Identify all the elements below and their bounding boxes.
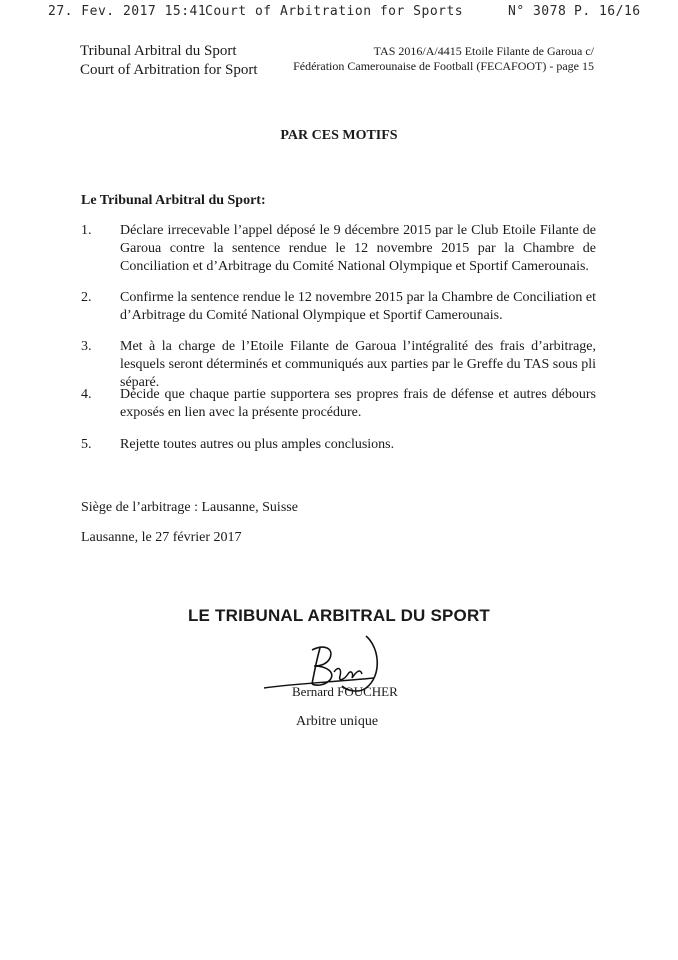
item-text: Décide que chaque partie supportera ses propres frais de défense et autres débours exposés en lien avec la présente procédure. (120, 387, 596, 420)
item-number: 1. (81, 223, 92, 238)
item-number: 4. (81, 387, 92, 402)
operative-item-3 (81, 338, 596, 392)
item-number: 3. (81, 339, 92, 354)
case-reference (293, 44, 594, 74)
section-title: PAR CES MOTIFS (280, 128, 398, 143)
tribunal-stamp: LE TRIBUNAL ARBITRAL DU SPORT (187, 606, 491, 625)
item-text: Met à la charge de l’Etoile Filante de Garoua l’intégralité des frais d’arbitrage, lesquels seront déterminés et communiqués aux parties par le Greffe du TAS sous pli séparé. (120, 339, 596, 390)
place-and-date: Lausanne, le 27 février 2017 (81, 530, 242, 545)
item-text: Rejette toutes autres ou plus amples conclusions. (120, 437, 395, 452)
fax-datetime: 27. Fev. 2017 15:41 (48, 4, 207, 19)
case-line-2: Fédération Camerounaise de Football (FECAFOOT) - page 15 (293, 59, 594, 73)
operative-item-5 (81, 436, 596, 454)
operative-item-2 (81, 289, 596, 325)
fax-sender: Court of Arbitration for Sports (205, 4, 464, 19)
fax-page: P. 16/16 (574, 4, 641, 19)
case-line-1: TAS 2016/A/4415 Etoile Filante de Garoua c/ (373, 44, 594, 58)
item-number: 5. (81, 437, 92, 452)
arbitrator-name: Bernard FOUCHER (292, 684, 398, 699)
item-number: 2. (81, 290, 92, 305)
item-text: Confirme la sentence rendue le 12 novembre 2015 par la Chambre de Conciliation et d’Arbitrage du Comité National Olympique et Sportif Camerounais. (120, 290, 596, 323)
operative-item-1 (81, 222, 596, 276)
arbitrator-role: Arbitre unique (296, 714, 379, 729)
operative-item-4 (81, 386, 596, 422)
operative-intro: Le Tribunal Arbitral du Sport: (81, 193, 266, 208)
org-name-french: Tribunal Arbitral du Sport (80, 43, 237, 59)
arbitration-seat: Siège de l’arbitrage : Lausanne, Suisse (81, 500, 298, 515)
org-name-english: Court of Arbitration for Sport (80, 62, 258, 78)
organization-header (80, 42, 257, 80)
fax-number: N° 3078 (508, 4, 567, 19)
item-text: Déclare irrecevable l’appel déposé le 9 décembre 2015 par le Club Etoile Filante de Garoua contre la sentence rendue le 12 novembre 2015 par la Chambre de Conciliation et d’Arbitrage du Comité National Olympique et Sportif Camerounais. (120, 223, 596, 274)
